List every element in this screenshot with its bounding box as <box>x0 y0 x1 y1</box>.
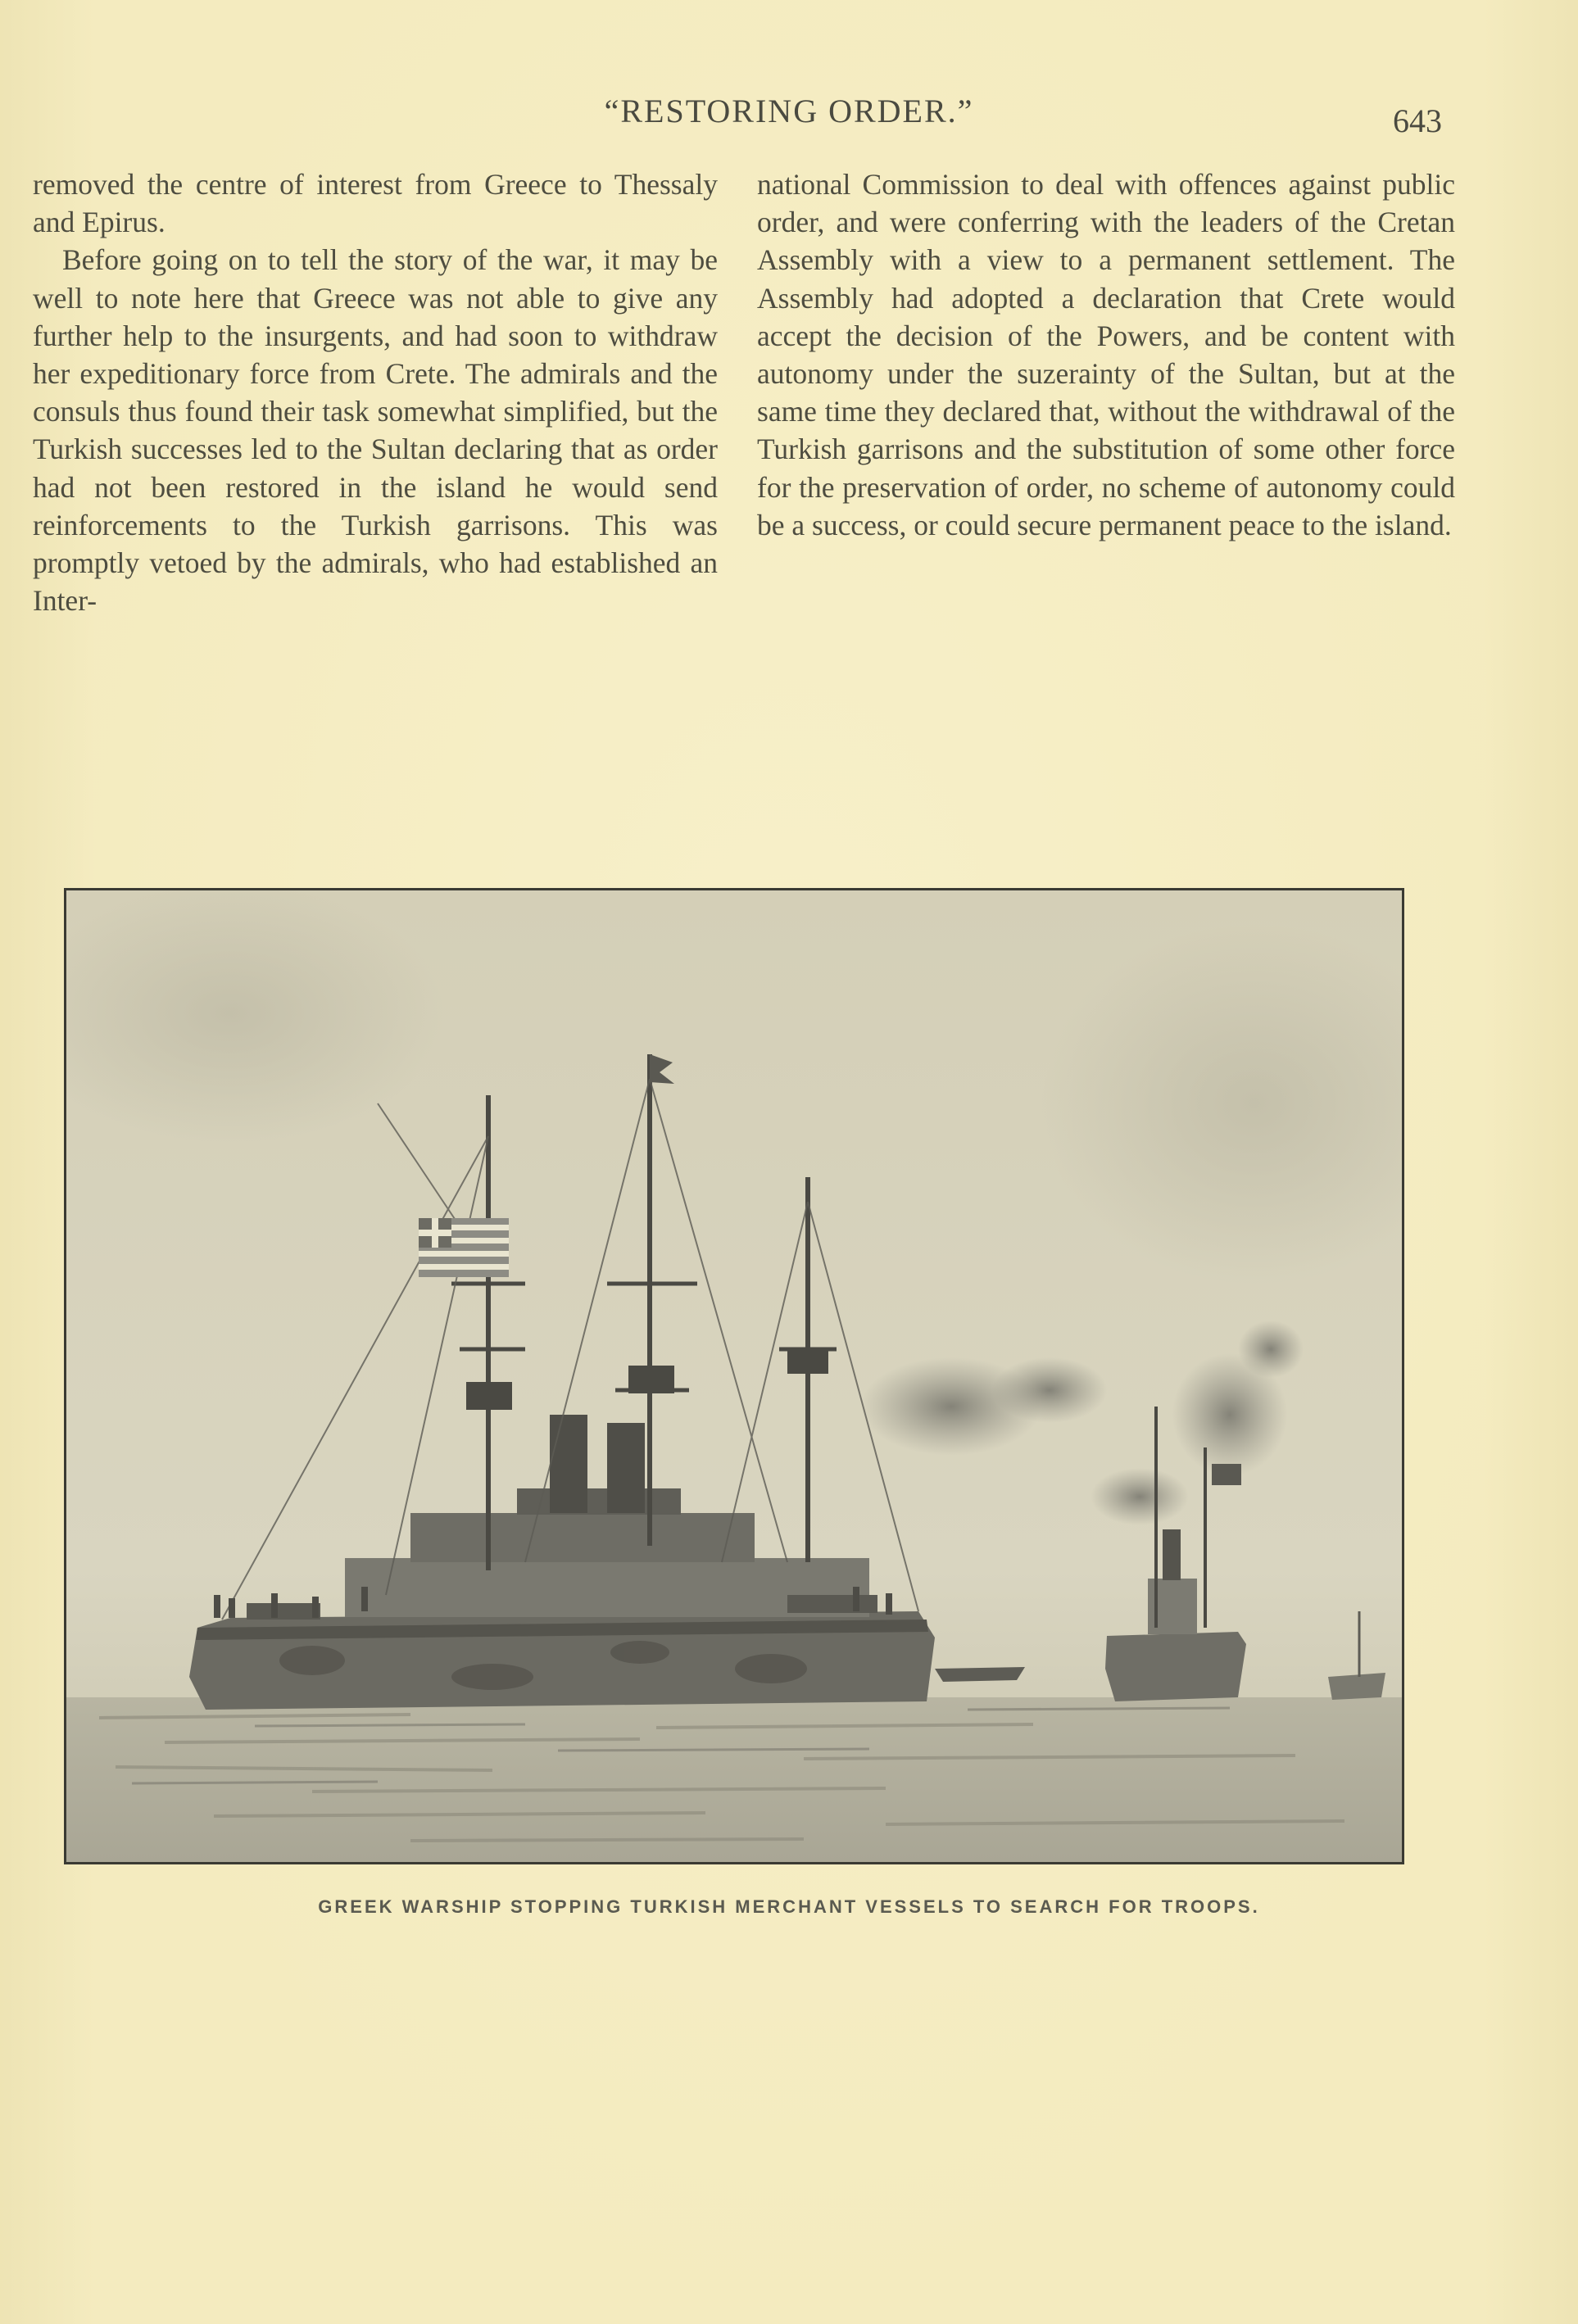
right-column <box>757 165 1455 544</box>
warship-illustration <box>66 890 1402 1862</box>
illustration-plate <box>64 888 1404 1864</box>
paragraph: removed the centre of interest from Greece to Thessaly and Epirus. <box>33 168 718 239</box>
page-number: 643 <box>1393 102 1442 139</box>
left-column <box>33 165 718 619</box>
paragraph: Before going on to tell the story of the war, it may be well to note here that Greece was not able to give any further help to the insurgents, and had soon to withdraw her expeditionary force from Crete. The admirals and the consuls thus found their task somewhat simplified, but the Turkish successes led to the Sultan declaring that as order had not been restored in the island he would send reinforcements to the Turkish garrisons. This was promptly vetoed by the admirals, who had established an Inter- <box>33 243 718 618</box>
paragraph: national Commission to deal with offences against public order, and were conferring with the leaders of the Cretan Assembly with a view to a permanent settlement. The Assembly had adopted a declaration that Crete would accept the decision of the Powers, and be content with autonomy under the suzerainty of the Sultan, but at the same time they declared that, without the withdrawal of the Turkish garrisons and the substitution of some other force for the preservation of order, no scheme of autonomy could be a success, or could secure permanent peace to the island. <box>757 168 1455 541</box>
running-head: “RESTORING ORDER.” <box>604 93 974 129</box>
figure-caption: GREEK WARSHIP STOPPING TURKISH MERCHANT VESSELS TO SEARCH FOR TROOPS. <box>318 1896 1260 1917</box>
